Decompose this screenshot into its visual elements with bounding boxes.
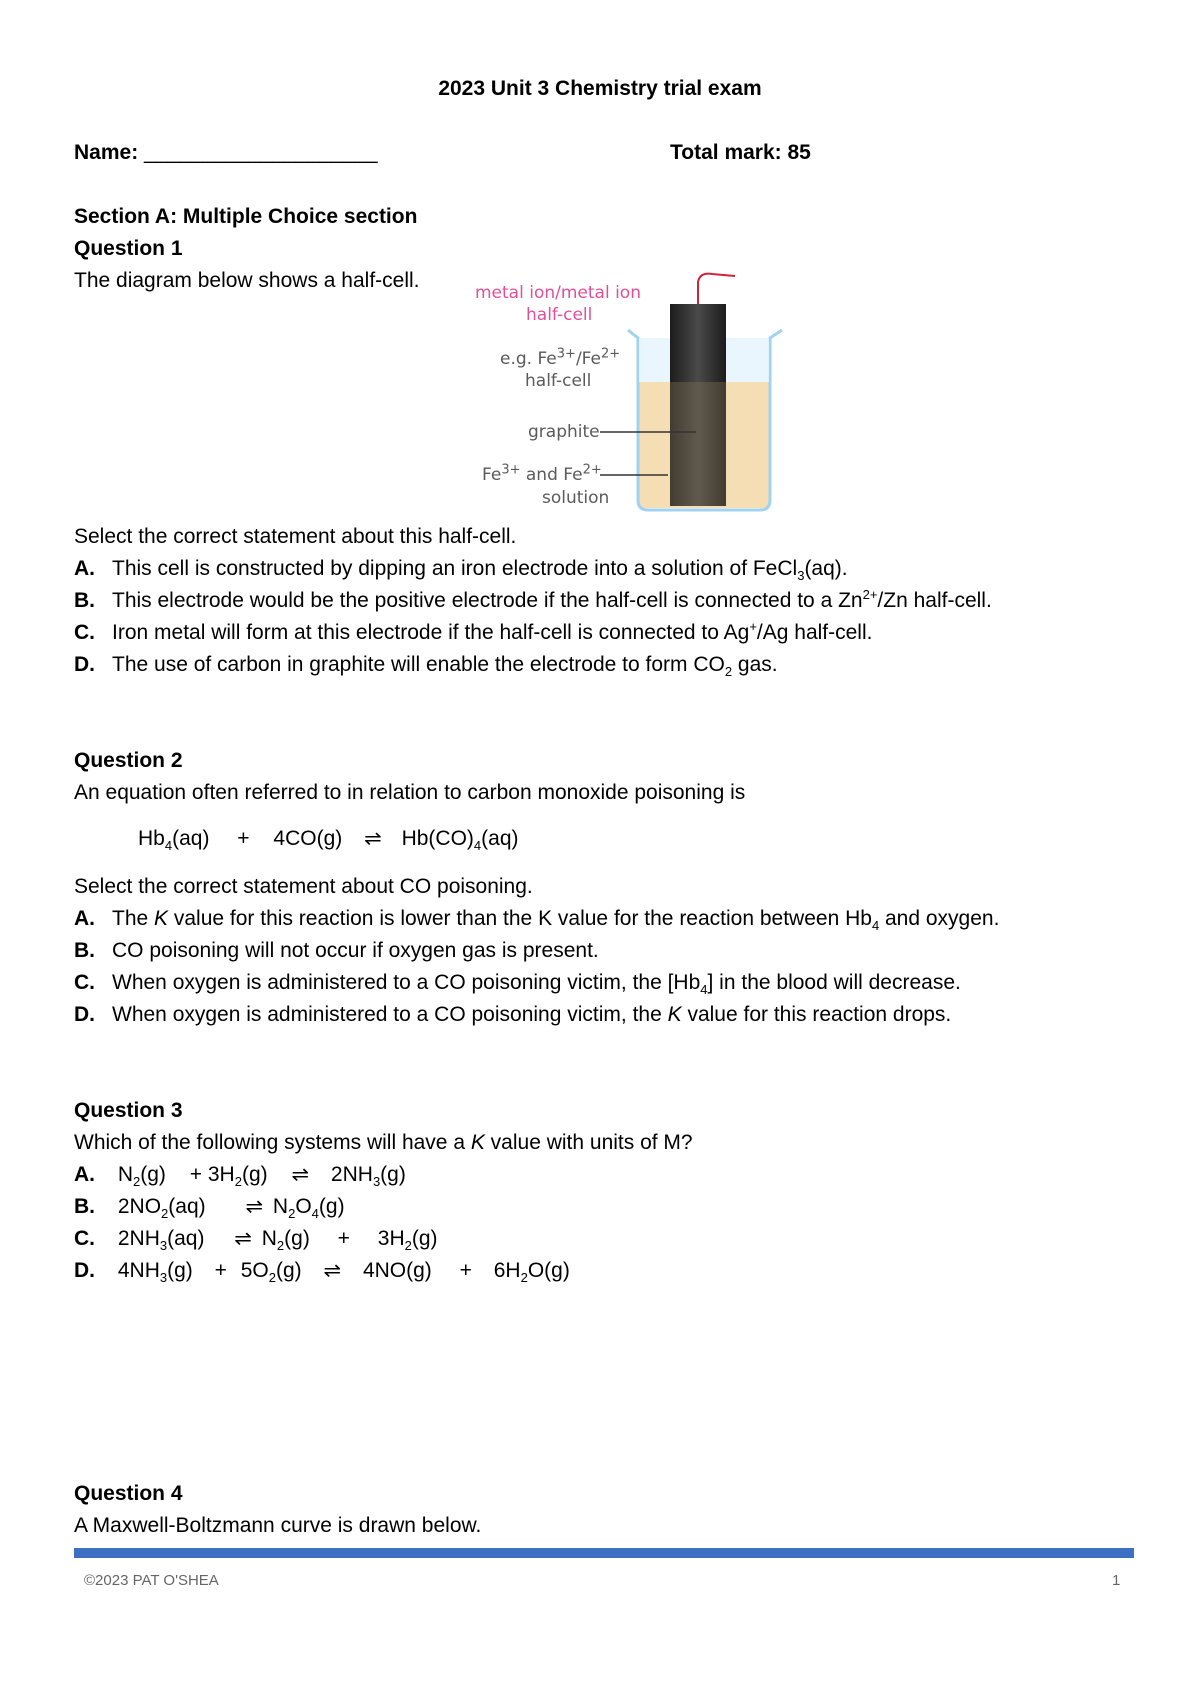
exam-title: 2023 Unit 3 Chemistry trial exam [438,77,762,100]
label-eg-prefix: e.g. Fe [500,349,557,369]
option-letter: B. [74,589,95,612]
q1-option-d[interactable] [74,652,778,678]
eq-left: $Hb_4(aq)$ [138,827,210,854]
eq-plus: + [237,827,250,850]
wire [698,274,735,304]
footer-copyright: ©2023 PAT O'SHEA [84,1572,219,1589]
option-text: $N_2(g) + 3H_2(g)$ ⇌ $2NH_3(g)$ [117,1163,406,1190]
q2-heading: Question 2 [74,749,183,772]
q1-option-a[interactable] [74,556,848,582]
name-blank: ____________________ [144,141,378,164]
option-text: The K value for this reaction is lower than the K value for the reaction between $Hb_4$ and oxygen. [112,907,1000,934]
option-letter: D. [74,1259,95,1282]
option-text: $2NO_2(aq)$ ⇌ $N_2O_4(g)$ [117,1195,345,1222]
label-eg-sup2: 2+ [601,346,621,362]
option-text: CO poisoning will not occur if oxygen gas is present. [112,939,599,962]
q2-option-a[interactable] [74,906,999,932]
q1-heading: Question 1 [74,237,183,260]
q3-intro: Which of the following systems will have a K value with units of M? [74,1131,693,1154]
label-sol-sup2: 2+ [582,462,602,478]
name-label-text: Name: [74,141,145,164]
q1-option-c[interactable] [74,620,872,646]
section-heading: Section A: Multiple Choice section [74,205,418,228]
total-mark: Total mark: 85 [670,141,811,164]
label-eg-sup1: 3+ [556,346,576,362]
option-letter: A. [74,1163,95,1186]
option-letter: B. [74,1195,95,1218]
label-sol-sup1: 3+ [501,462,521,478]
label-eg-line2: half-cell [525,371,592,391]
option-text: This cell is constructed by dipping an iron electrode into a solution of FeCl$_3$(aq). [112,557,848,584]
label-metal-ion-line1: metal ion/metal ion [475,283,641,303]
option-text: Iron metal will form at this electrode if the half-cell is connected to Ag+/Ag half-cell. [112,619,873,644]
option-text: The use of carbon in graphite will enable the electrode to form $CO_2$ gas. [112,653,778,680]
q2-intro: An equation often referred to in relation to carbon monoxide poisoning is [74,781,746,804]
option-letter: C. [74,1227,95,1250]
label-metal-ion-line2: half-cell [526,305,593,325]
electrode-submerged-tint [670,382,726,506]
option-letter: C. [74,621,95,644]
q3-option-c[interactable] [74,1226,438,1252]
label-sol-a: Fe [482,465,502,485]
eq-right: $Hb(CO)_4(aq)$ [401,827,519,854]
option-letter: B. [74,939,95,962]
option-text: $2NH_3(aq)$ ⇌ $N_2(g) + 3H_2(g)$ [117,1227,438,1254]
label-eg-line1 [500,346,621,370]
label-eg-mid: /Fe [575,349,601,369]
label-solution-line1 [482,462,602,486]
footer-bar [74,1548,1134,1558]
q2-prompt: Select the correct statement about CO poisoning. [74,875,533,898]
option-letter: D. [74,653,95,676]
option-text: $4NH_3(g) + 5O_2(g)$ ⇌ $4NO(g) + 6H_2O(g)$ [117,1259,570,1286]
option-letter: C. [74,971,95,994]
eq-arrow: ⇌ [364,827,382,850]
option-text: When oxygen is administered to a CO poisoning victim, the K value for this reaction drops. [112,1003,952,1026]
eq-mid: 4CO(g) [273,827,343,850]
footer-page-number: 1 [1112,1572,1121,1589]
label-graphite: graphite [528,422,600,442]
half-cell-diagram [460,272,800,522]
option-text: When oxygen is administered to a CO poisoning victim, the $[Hb_4]$ in the blood will decrease. [112,971,961,998]
option-letter: D. [74,1003,95,1026]
option-text: This electrode would be the positive electrode if the half-cell is connected to a $Zn^{2+}/Zn$ half-cell. [112,587,992,612]
q2-option-c[interactable] [74,970,961,996]
q1-option-b[interactable] [74,588,992,614]
q3-heading: Question 3 [74,1099,183,1122]
q3-option-d[interactable] [74,1258,570,1284]
label-solution-line2: solution [542,488,610,508]
q1-intro: The diagram below shows a half-cell. [74,269,420,292]
option-letter: A. [74,557,95,580]
q3-option-b[interactable] [74,1194,345,1220]
q2-option-b[interactable] [74,938,599,964]
name-label [74,140,378,166]
option-letter: A. [74,907,95,930]
q2-equation [138,826,519,852]
q4-heading: Question 4 [74,1482,183,1505]
q1-prompt: Select the correct statement about this half-cell. [74,525,517,548]
q3-option-a[interactable] [74,1162,406,1188]
q4-intro: A Maxwell-Boltzmann curve is drawn below. [74,1514,482,1537]
q2-option-d[interactable] [74,1002,951,1028]
label-sol-and: and Fe [520,465,583,485]
